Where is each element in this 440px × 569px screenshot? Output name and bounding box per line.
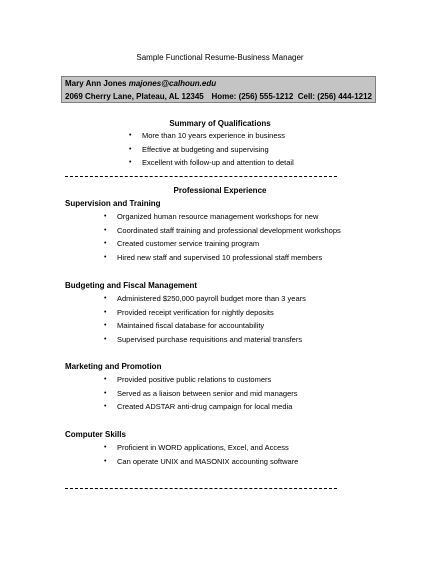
list-item: [104, 388, 298, 402]
bullet-icon: •: [104, 226, 107, 234]
bullet-icon: •: [104, 457, 107, 465]
list-item-text: Can operate UNIX and MASONIX accounting software: [117, 456, 299, 466]
list-item-text: Administered $250,000 payroll budget more than 3 years: [117, 294, 306, 303]
contact-name: Mary Ann Jones: [65, 79, 127, 88]
cell-phone: Cell: (256) 444-1212: [297, 92, 372, 101]
list-item-text: Organized human resource management workshops for new: [117, 212, 319, 221]
budgeting-list: [104, 293, 306, 347]
computer-skills-list: [104, 442, 299, 469]
marketing-list: [104, 374, 298, 415]
bullet-icon: •: [129, 145, 132, 153]
contact-address: 2069 Cherry Lane, Plateau, AL 12345: [65, 92, 204, 101]
list-item: [129, 130, 294, 144]
list-item-text: More than 10 years experience in business: [142, 131, 285, 140]
section-title-computer-skills: Computer Skills: [65, 430, 126, 439]
list-item: [104, 320, 306, 334]
list-item: [104, 238, 341, 252]
section-title-supervision: Supervision and Training: [65, 199, 161, 208]
bullet-icon: •: [104, 376, 107, 383]
list-item-text: Supervised purchase requisitions and material transfers: [117, 334, 303, 344]
list-item-text: Hired new staff and supervised 10 professional staff members: [117, 252, 323, 262]
supervision-list: [104, 211, 341, 265]
contact-header-box: [61, 76, 376, 103]
bullet-icon: •: [104, 335, 107, 343]
list-item-text: Created ADSTAR anti-drug campaign for local media: [117, 402, 293, 411]
bullet-icon: •: [129, 132, 132, 139]
bullet-icon: •: [104, 403, 107, 410]
list-item-text: Excellent with follow-up and attention to detail: [142, 158, 294, 167]
bullet-icon: •: [104, 253, 107, 261]
list-item-text: Effective at budgeting and supervising: [142, 144, 269, 154]
dashed-divider: [65, 176, 337, 177]
list-item: [104, 252, 341, 266]
bullet-icon: •: [129, 159, 132, 166]
document-title: Sample Functional Resume-Business Manager: [136, 53, 304, 62]
dashed-divider: [65, 488, 337, 489]
bullet-icon: •: [104, 389, 107, 397]
list-item-text: Coordinated staff training and professional development workshops: [117, 225, 341, 235]
bullet-icon: •: [104, 240, 107, 247]
bullet-icon: •: [104, 295, 107, 302]
list-item-text: Maintained fiscal database for accountability: [117, 321, 265, 330]
list-item: [104, 334, 306, 348]
summary-heading: Summary of Qualifications: [169, 119, 271, 128]
list-item-text: Provided positive public relations to customers: [117, 375, 272, 384]
experience-heading: Professional Experience: [173, 186, 267, 195]
list-item-text: Created customer service training program: [117, 239, 260, 248]
list-item: [129, 144, 294, 158]
contact-phones: [211, 92, 372, 101]
section-title-marketing: Marketing and Promotion: [65, 362, 162, 371]
contact-email: majones@calhoun.edu: [128, 79, 217, 88]
bullet-icon: •: [104, 322, 107, 329]
list-item: [104, 293, 306, 307]
contact-name-line: [65, 79, 216, 88]
list-item-text: Provided receipt verification for nightly deposits: [117, 307, 274, 317]
bullet-icon: •: [104, 308, 107, 316]
list-item: [104, 225, 341, 239]
summary-list: [129, 130, 294, 171]
list-item: [129, 157, 294, 171]
list-item-text: Proficient in WORD applications, Excel, and Access: [117, 443, 289, 452]
list-item: [104, 211, 341, 225]
list-item: [104, 374, 298, 388]
list-item-text: Served as a liaison between senior and mid managers: [117, 388, 298, 398]
list-item: [104, 307, 306, 321]
section-title-budgeting: Budgeting and Fiscal Management: [65, 281, 198, 290]
list-item: [104, 442, 298, 456]
home-phone: Home: (256) 555-1212: [211, 92, 294, 101]
list-item: [104, 456, 299, 470]
list-item: [104, 401, 298, 415]
bullet-icon: •: [104, 213, 107, 220]
bullet-icon: •: [104, 444, 107, 451]
